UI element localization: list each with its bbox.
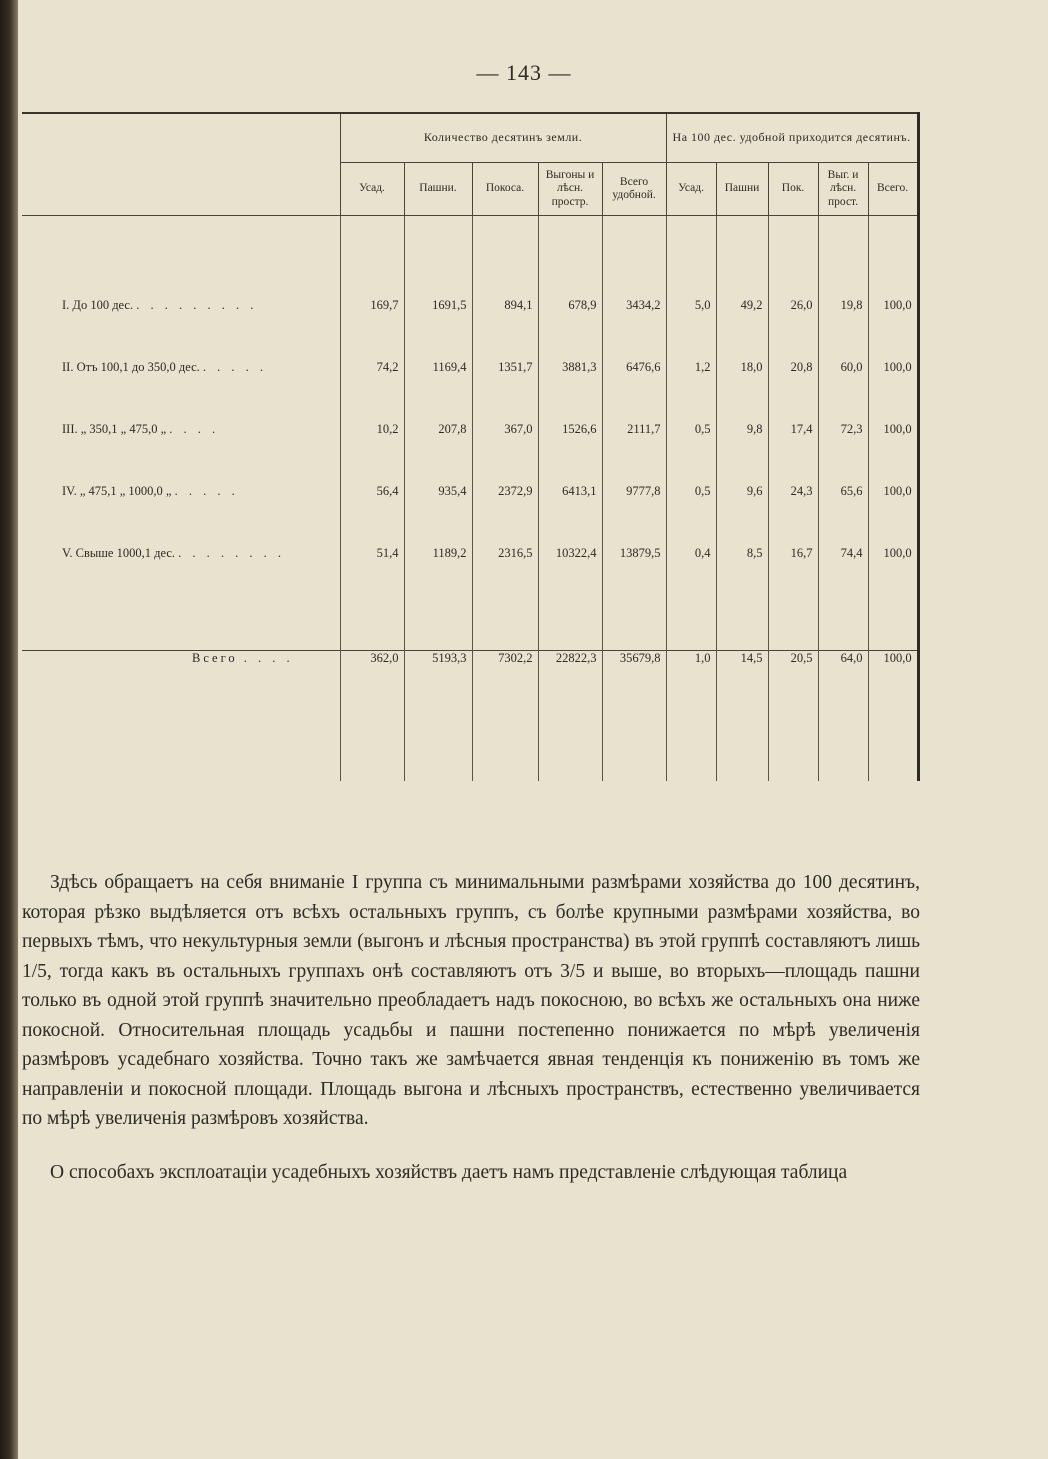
row-label: III. „ 350,1 „ 475,0 „ . . . .: [62, 422, 220, 436]
table-cell: 60,0: [818, 360, 868, 422]
col-header-per100-pashni: Пашни: [716, 163, 768, 216]
row-label: I. До 100 дес. . . . . . . . . .: [62, 298, 258, 312]
col-header-per100-vyg: Выг. и лѣсн. прост.: [818, 163, 868, 216]
table-row: [22, 484, 918, 546]
table-cell: 100,0: [868, 422, 918, 484]
header-per100-group: На 100 дес. удобной приходится десятинъ.: [666, 113, 918, 163]
table-cell: 8,5: [716, 546, 768, 608]
table-row: [22, 298, 918, 360]
table-cell: 64,0: [818, 651, 868, 782]
table-cell: 1351,7: [472, 360, 538, 422]
table-cell: 20,8: [768, 360, 818, 422]
table-cell: 17,4: [768, 422, 818, 484]
table-cell: 100,0: [868, 484, 918, 546]
table-row: [22, 546, 918, 608]
row-label: IV. „ 475,1 „ 1000,0 „ . . . . .: [62, 484, 239, 498]
table-cell: 9,6: [716, 484, 768, 546]
table-cell: 100,0: [868, 360, 918, 422]
table-cell: 0,5: [666, 422, 716, 484]
paragraph: О способахъ эксплоатаціи усадебныхъ хозяйствъ даетъ намъ представленіе слѣдующая таблица: [50, 1161, 848, 1183]
col-header-per100-pok: Пок.: [768, 163, 818, 216]
table-cell: 5,0: [666, 298, 716, 360]
table-cell: 100,0: [868, 651, 918, 782]
table-cell: 362,0: [340, 651, 404, 782]
table-total-row: [22, 651, 918, 782]
table-cell: 10,2: [340, 422, 404, 484]
table-cell: 1526,6: [538, 422, 602, 484]
table-cell: 2372,9: [472, 484, 538, 546]
table-row: [22, 360, 918, 422]
table-cell: 56,4: [340, 484, 404, 546]
table-cell: 7302,2: [472, 651, 538, 782]
table-cell: 0,5: [666, 484, 716, 546]
col-header-amount-pokosa: Покоса.: [472, 163, 538, 216]
col-header-amount-vygony: Выгоны и лѣсн. простр.: [538, 163, 602, 216]
statistics-table: [22, 112, 920, 781]
table-cell: 9,8: [716, 422, 768, 484]
table-cell: 24,3: [768, 484, 818, 546]
table-cell: 367,0: [472, 422, 538, 484]
row-label: V. Свыше 1000,1 дес. . . . . . . . .: [62, 546, 285, 560]
table-cell: 65,6: [818, 484, 868, 546]
col-header-per100-vsego: Всего.: [868, 163, 918, 216]
table-cell: 3434,2: [602, 298, 666, 360]
col-header-per100-usad: Усад.: [666, 163, 716, 216]
table-cell: 1,2: [666, 360, 716, 422]
table-cell: 3881,3: [538, 360, 602, 422]
table-cell: 1169,4: [404, 360, 472, 422]
table-spacer-row: [22, 608, 918, 651]
total-label: Всего . . . .: [22, 651, 340, 782]
table-cell: 100,0: [868, 546, 918, 608]
table-corner-cell: [22, 113, 340, 216]
table-row: [22, 422, 918, 484]
table-cell: 16,7: [768, 546, 818, 608]
table-spacer-row: [22, 216, 918, 299]
table-cell: 100,0: [868, 298, 918, 360]
table-cell: 2316,5: [472, 546, 538, 608]
table-cell: 51,4: [340, 546, 404, 608]
row-label: II. Отъ 100,1 до 350,0 дес. . . . . .: [62, 360, 268, 374]
table-cell: 6413,1: [538, 484, 602, 546]
table-cell: 72,3: [818, 422, 868, 484]
page-binding-edge: [0, 0, 18, 1459]
statistics-table-container: [22, 112, 918, 781]
header-amount-group: Количество десятинъ земли.: [340, 113, 666, 163]
paragraph: Здѣсь обращаетъ на себя вниманіе I группа съ минимальными размѣрами хозяйства до 100 десятинъ, которая рѣзко выдѣляется отъ всѣхъ остальныхъ группъ, съ болѣе крупными размѣрами хозяйства, во первыхъ тѣмъ, что некультурныя земли (выгонъ и лѣсныя пространства) въ этой группѣ составляютъ лишь 1/5, тогда какъ въ остальныхъ группахъ онѣ составляютъ отъ 3/5 и выше, во вторыхъ—площадь пашни только въ одной этой группѣ значительно преобладаетъ надъ покосною, во всѣхъ же остальныхъ она ниже покосной. Относительная площадь усадьбы и пашни постепенно понижается по мѣрѣ увеличенія размѣровъ усадебнаго хозяйства. Точно такъ же замѣчается явная тенденція къ пониженію въ томъ же направленіи и покосной площади. Площадь выгона и лѣсныхъ пространствъ, естественно увеличивается по мѣрѣ увеличенія размѣровъ хозяйства.: [22, 872, 920, 1129]
table-cell: 2111,7: [602, 422, 666, 484]
table-cell: 35679,8: [602, 651, 666, 782]
table-cell: 0,4: [666, 546, 716, 608]
table-cell: 1691,5: [404, 298, 472, 360]
table-cell: 20,5: [768, 651, 818, 782]
page-number: — 143 —: [476, 60, 572, 85]
table-cell: 14,5: [716, 651, 768, 782]
table-cell: 935,4: [404, 484, 472, 546]
table-cell: 74,4: [818, 546, 868, 608]
table-cell: 1,0: [666, 651, 716, 782]
table-cell: 894,1: [472, 298, 538, 360]
table-cell: 207,8: [404, 422, 472, 484]
col-header-amount-vsego: Всего удобной.: [602, 163, 666, 216]
table-cell: 13879,5: [602, 546, 666, 608]
table-cell: 19,8: [818, 298, 868, 360]
table-cell: 5193,3: [404, 651, 472, 782]
table-cell: 678,9: [538, 298, 602, 360]
table-cell: 1189,2: [404, 546, 472, 608]
table-cell: 6476,6: [602, 360, 666, 422]
table-cell: 74,2: [340, 360, 404, 422]
col-header-amount-pashni: Пашни.: [404, 163, 472, 216]
table-cell: 169,7: [340, 298, 404, 360]
table-cell: 22822,3: [538, 651, 602, 782]
body-text: [22, 868, 920, 1187]
table-cell: 49,2: [716, 298, 768, 360]
table-cell: 26,0: [768, 298, 818, 360]
col-header-amount-usad: Усад.: [340, 163, 404, 216]
table-cell: 10322,4: [538, 546, 602, 608]
table-cell: 9777,8: [602, 484, 666, 546]
table-cell: 18,0: [716, 360, 768, 422]
